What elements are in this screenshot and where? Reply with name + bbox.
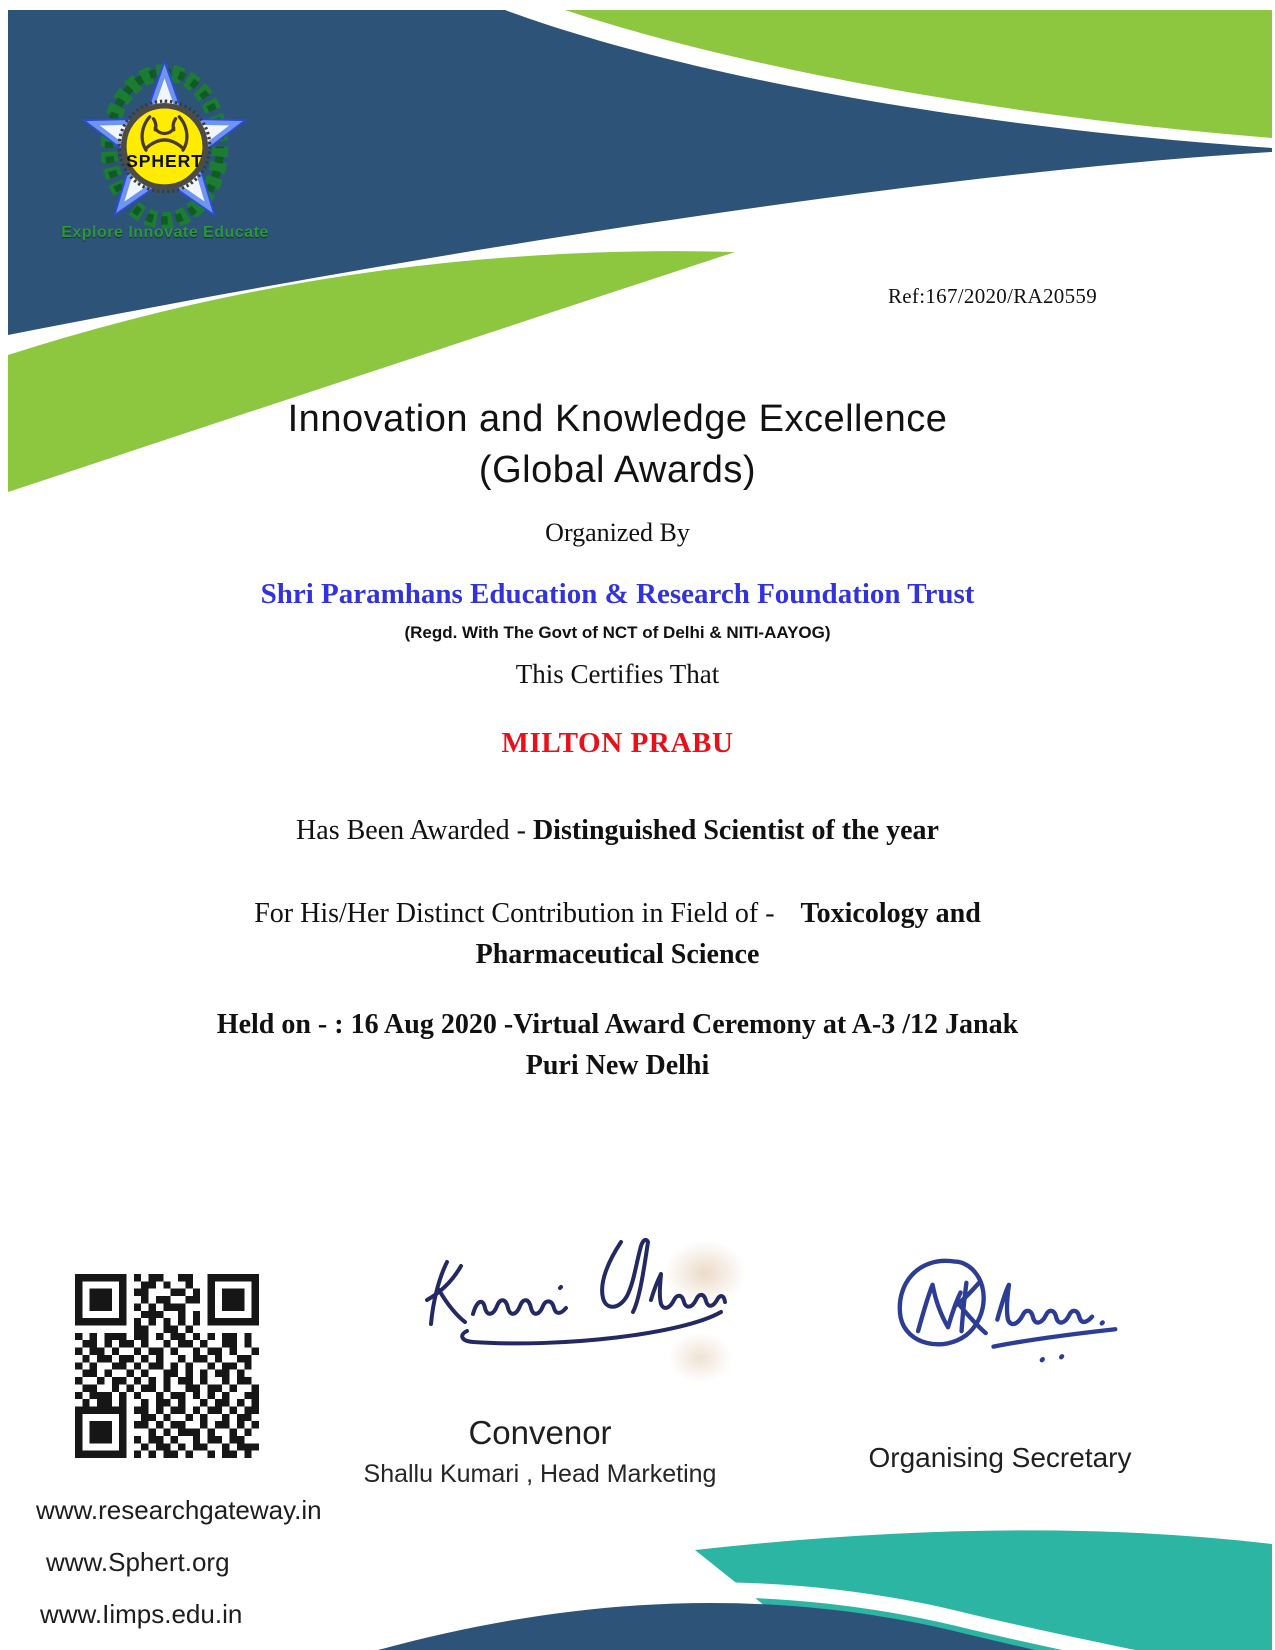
organized-by-label: Organized By (545, 518, 690, 547)
logo-text: SPHERT (126, 150, 203, 171)
registration-line: (Regd. With The Govt of NCT of Delhi & NITI-AAYOG) (404, 623, 831, 642)
award-prefix: Has Been Awarded - (296, 815, 533, 846)
secretary-signature-icon (862, 1232, 1152, 1382)
held-line-2: Puri New Delhi (525, 1050, 710, 1081)
certifies-label: This Certifies That (515, 659, 720, 689)
sphert-logo (72, 52, 257, 252)
website-list (36, 1484, 322, 1640)
convenor-role-label: Convenor (468, 1414, 612, 1451)
certificate-title (0, 394, 1235, 496)
organization-name: Shri Paramhans Education & Research Foundation Trust (260, 578, 975, 610)
convenor-signature-icon (403, 1216, 733, 1376)
reference-number: Ref:167/2020/RA20559 (888, 284, 1097, 308)
title-line-1: Innovation and Knowledge Excellence (287, 398, 948, 440)
recipient-name: MILTON PRABU (501, 727, 734, 759)
qr-code (75, 1274, 259, 1458)
field-prefix: For His/Her Distinct Contribution in Field of - (254, 898, 775, 929)
title-line-2: (Global Awards) (478, 449, 757, 491)
award-title: Distinguished Scientist of the year (532, 815, 939, 846)
website-iimps: www.Iimps.edu.in (40, 1599, 243, 1629)
logo-tagline: Explore Innovate Educate (61, 224, 269, 241)
award-line (0, 815, 1235, 847)
website-researchgateway: www.researchgateway.in (36, 1495, 322, 1525)
organising-secretary-label: Organising Secretary (868, 1442, 1132, 1473)
field-bold-2: Pharmaceutical Science (475, 939, 760, 970)
website-sphert: www.Sphert.org (46, 1547, 230, 1577)
field-line (0, 893, 1235, 975)
held-on-line (0, 1004, 1235, 1086)
sphert-logo-icon (72, 52, 257, 252)
convenor-name-label: Shallu Kumari , Head Marketing (363, 1460, 717, 1488)
held-line-1: Held on - : 16 Aug 2020 -Virtual Award Ceremony at A-3 /12 Janak (216, 1009, 1019, 1040)
field-bold-1: Toxicology and (800, 898, 981, 929)
